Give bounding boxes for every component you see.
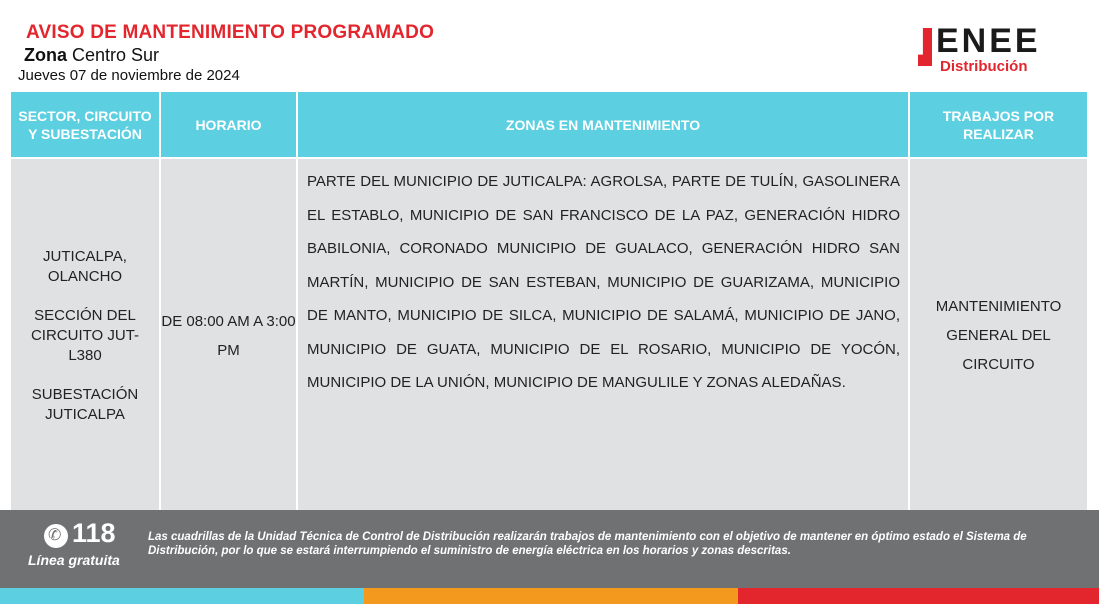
zone-label	[24, 45, 159, 66]
enee-logo	[918, 24, 1078, 78]
phone-handset-icon: ✆	[48, 527, 62, 544]
column-header-horario: HORARIO	[160, 91, 297, 158]
zone-label-name: Centro Sur	[72, 45, 160, 65]
hotline	[28, 516, 138, 576]
stripe-orange	[364, 588, 738, 604]
hotline-number: 118	[72, 518, 116, 548]
logo-wordmark: ENEE	[936, 22, 1041, 60]
column-header-trabajos: TRABAJOS POR REALIZAR	[909, 91, 1088, 158]
notice-date: Jueves 07 de noviembre de 2024	[18, 67, 240, 84]
column-header-sector: SECTOR, CIRCUITO Y SUBESTACIÓN	[10, 91, 160, 158]
table-header-row	[10, 91, 1088, 158]
notice-header	[0, 0, 1099, 90]
logo-subtitle: Distribución	[940, 58, 1028, 75]
stripe-blue	[0, 588, 364, 604]
logo-mark	[918, 28, 932, 66]
column-header-zonas: ZONAS EN MANTENIMIENTO	[297, 91, 909, 158]
sector-location: JUTICALPA, OLANCHO	[43, 247, 127, 285]
zone-label-bold: Zona	[24, 45, 67, 65]
schedule-cell: DE 08:00 AM A 3:00 PM	[160, 158, 297, 513]
sector-circuit: SECCIÓN DEL CIRCUITO JUT-L380	[30, 306, 140, 364]
color-stripes	[0, 588, 1099, 604]
maintenance-table	[9, 90, 1089, 514]
footer-bar	[0, 510, 1099, 588]
works-cell: MANTENIMIENTO GENERAL DEL CIRCUITO	[909, 158, 1088, 513]
stripe-red	[738, 588, 1099, 604]
notice-title: AVISO DE MANTENIMIENTO PROGRAMADO	[26, 22, 435, 43]
sector-cell	[10, 158, 160, 513]
sector-substation: SUBESTACIÓN JUTICALPA	[31, 385, 139, 423]
table-row	[10, 158, 1088, 513]
zones-cell: PARTE DEL MUNICIPIO DE JUTICALPA: AGROLSA, PARTE DE TULÍN, GASOLINERA EL ESTABLO, MUNICIPIO DE SAN FRANCISCO DE LA PAZ, GENERACIÓN HIDRO BABILONIA, CORONADO MUNICIPIO DE GUALACO, GENERACIÓN HIDRO SAN MARTÍN, MUNICIPIO DE SAN ESTEBAN, MUNICIPIO DE GUARIZAMA, MUNICIPIO DE MANTO, MUNICIPIO DE SILCA, MUNICIPIO DE SALAMÁ, MUNICIPIO DE JANO, MUNICIPIO DE GUATA, MUNICIPIO DE EL ROSARIO, MUNICIPIO DE YOCÓN, MUNICIPIO DE LA UNIÓN, MUNICIPIO DE MANGULILE Y ZONAS ALEDAÑAS.	[297, 158, 909, 513]
hotline-label: Línea gratuita	[28, 552, 120, 568]
footer-note: Las cuadrillas de la Unidad Técnica de Control de Distribución realizarán trabajos de mantenimiento con el objetivo de mantener en óptimo estado el Sistema de Distribución, por lo que se estará interrumpiendo el suministro de energía eléctrica en los horarios y zonas descritas.	[148, 531, 1027, 557]
